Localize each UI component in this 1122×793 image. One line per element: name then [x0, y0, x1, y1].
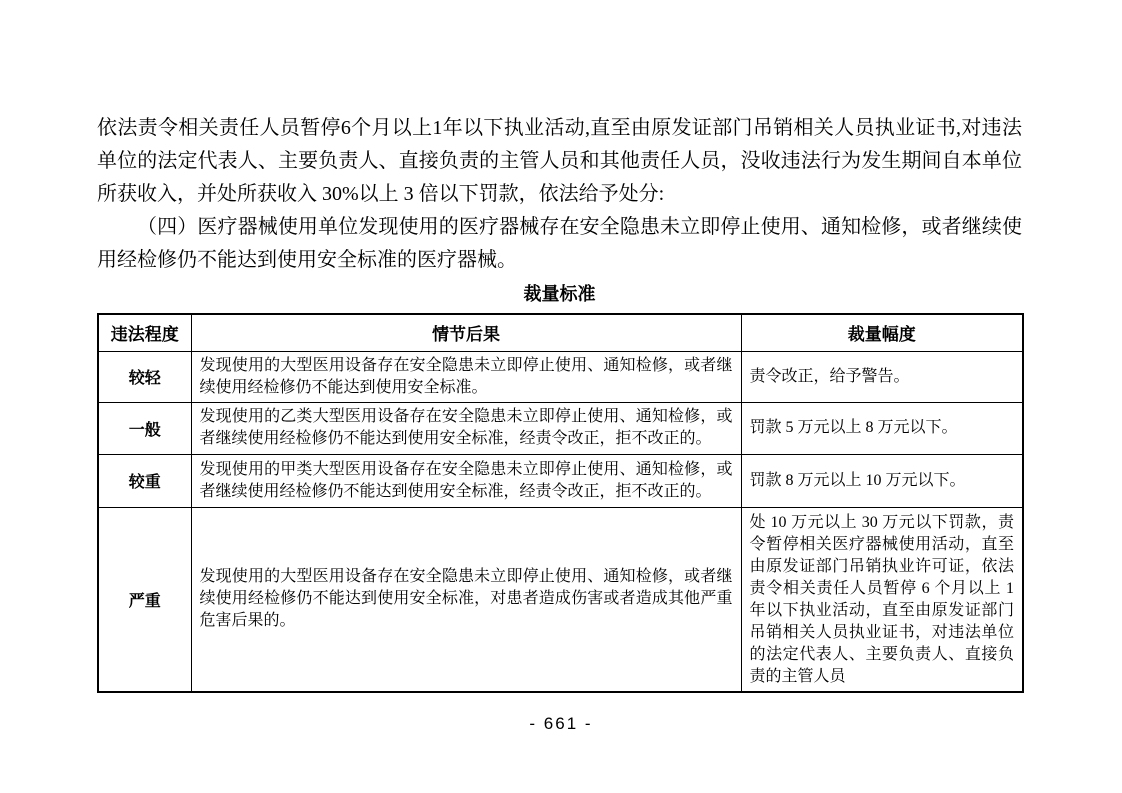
column-header-violation-degree: 违法程度: [98, 314, 191, 351]
circumstance-cell: 发现使用的大型医用设备存在安全隐患未立即停止使用、通知检修，或者继续使用经检修仍不能达到使用安全标准，对患者造成伤害或者造成其他严重危害后果的。: [191, 507, 741, 692]
table-row-minor: [98, 351, 1023, 402]
page-content: [97, 112, 1022, 693]
circumstance-cell: 发现使用的乙类大型医用设备存在安全隐患未立即停止使用、通知检修，或者继续使用经检修仍不能达到使用安全标准，经责令改正，拒不改正的。: [191, 402, 741, 454]
paragraph-clause-4: （四）医疗器械使用单位发现使用的医疗器械存在安全隐患未立即停止使用、通知检修，或者继续使用经检修仍不能达到使用安全标准的医疗器械。: [97, 216, 1022, 271]
table-row-general: [98, 402, 1023, 454]
degree-cell: 较轻: [98, 351, 191, 402]
range-cell: 罚款 8 万元以上 10 万元以下。: [741, 454, 1023, 507]
table-title: 裁量标准: [523, 284, 596, 304]
circumstance-cell: 发现使用的大型医用设备存在安全隐患未立即停止使用、通知检修，或者继续使用经检修仍不能达到使用安全标准。: [191, 351, 741, 402]
table-row-severe: [98, 507, 1023, 692]
column-header-circumstance: 情节后果: [191, 314, 741, 351]
degree-cell: 严重: [98, 507, 191, 692]
range-cell: 处 10 万元以上 30 万元以下罚款，责令暂停相关医疗器械使用活动，直至由原发证部门吊销执业许可证，依法责令相关责任人员暂停 6 个月以上 1 年以下执业活动，直至由原发证部门吊销相关人员执业证书，对违法单位的法定代表人、主要负责人、直接负责的主管人员: [741, 507, 1023, 692]
paragraph-continuation: 依法责令相关责任人员暂停6个月以上1年以下执业活动,直至由原发证部门吊销相关人员执业证书,对违法单位的法定代表人、主要负责人、直接负责的主管人员和其他责任人员，没收违法行为发生期间自本单位所获收入，并处所获收入 30%以上 3 倍以下罚款，依法给予处分:: [97, 117, 1022, 205]
page-number: - 661 -: [529, 714, 593, 733]
range-cell: 罚款 5 万元以上 8 万元以下。: [741, 402, 1023, 454]
table-header-row: [98, 314, 1023, 351]
table-row-serious: [98, 454, 1023, 507]
discretion-standard-table: [97, 313, 1024, 693]
range-cell: 责令改正，给予警告。: [741, 351, 1023, 402]
circumstance-cell: 发现使用的甲类大型医用设备存在安全隐患未立即停止使用、通知检修，或者继续使用经检修仍不能达到使用安全标准，经责令改正，拒不改正的。: [191, 454, 741, 507]
degree-cell: 一般: [98, 402, 191, 454]
degree-cell: 较重: [98, 454, 191, 507]
column-header-discretion-range: 裁量幅度: [741, 314, 1023, 351]
